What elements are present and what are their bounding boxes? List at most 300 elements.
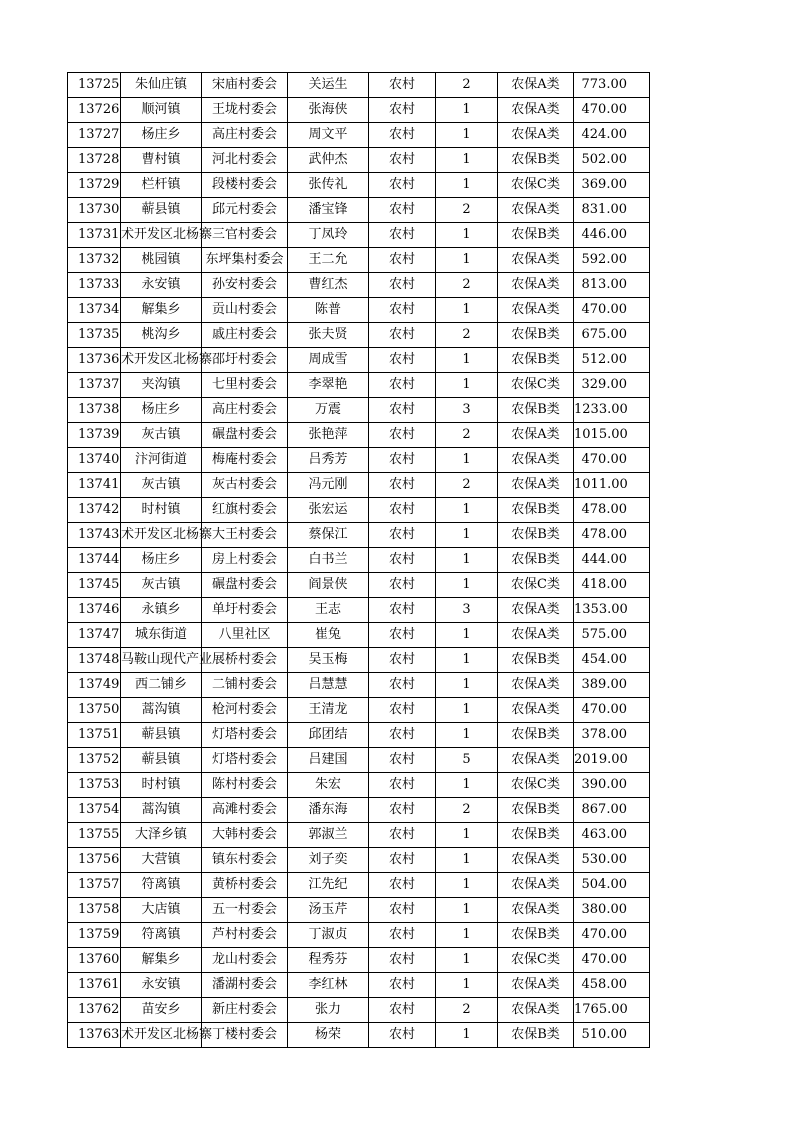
insurance-category-cell: 农保B类 (498, 823, 574, 848)
village-committee-cell: 单圩村委会 (202, 598, 288, 623)
area-type-cell: 农村 (369, 473, 436, 498)
record-id-cell: 13726 (68, 98, 121, 123)
table-row (68, 373, 650, 398)
table-row (68, 973, 650, 998)
village-committee-cell: 潘湖村委会 (202, 973, 288, 998)
insurance-category-cell: 农保B类 (498, 223, 574, 248)
amount-cell: 592.00 (574, 248, 650, 273)
person-name-cell: 郭淑兰 (288, 823, 369, 848)
table-row (68, 723, 650, 748)
record-id-cell: 13725 (68, 73, 121, 98)
village-committee-cell: 东坪集村委会 (202, 248, 288, 273)
record-id-cell: 13746 (68, 598, 121, 623)
village-committee-cell: 邱元村委会 (202, 198, 288, 223)
township-cell: 桃沟乡 (121, 323, 202, 348)
township-cell: 永安镇 (121, 273, 202, 298)
person-name-cell: 邱团结 (288, 723, 369, 748)
area-type-cell: 农村 (369, 573, 436, 598)
insurance-category-cell: 农保B类 (498, 398, 574, 423)
village-committee-cell: 戚庄村委会 (202, 323, 288, 348)
table-row (68, 323, 650, 348)
table-row (68, 73, 650, 98)
village-committee-cell: 孙安村委会 (202, 273, 288, 298)
person-name-cell: 江先纪 (288, 873, 369, 898)
insurance-category-cell: 农保B类 (498, 548, 574, 573)
township-cell: 灰古镇 (121, 423, 202, 448)
record-id-cell: 13761 (68, 973, 121, 998)
township-cell: 灰古镇 (121, 573, 202, 598)
insurance-category-cell: 农保A类 (498, 623, 574, 648)
table-row (68, 1023, 650, 1048)
person-name-cell: 潘宝锋 (288, 198, 369, 223)
household-count-cell: 5 (436, 748, 498, 773)
record-id-cell: 13751 (68, 723, 121, 748)
record-id-cell: 13740 (68, 448, 121, 473)
amount-cell: 2019.00 (574, 748, 650, 773)
record-id-cell: 13757 (68, 873, 121, 898)
amount-cell: 470.00 (574, 698, 650, 723)
record-id-cell: 13750 (68, 698, 121, 723)
amount-cell: 470.00 (574, 298, 650, 323)
insurance-category-cell: 农保A类 (498, 123, 574, 148)
township-cell: 术开发区北杨寨 (121, 348, 202, 373)
area-type-cell: 农村 (369, 73, 436, 98)
table-row (68, 148, 650, 173)
record-id-cell: 13739 (68, 423, 121, 448)
village-committee-cell: 碾盘村委会 (202, 423, 288, 448)
amount-cell: 510.00 (574, 1023, 650, 1048)
amount-cell: 389.00 (574, 673, 650, 698)
township-cell: 苗安乡 (121, 998, 202, 1023)
amount-cell: 444.00 (574, 548, 650, 573)
township-cell: 栏杆镇 (121, 173, 202, 198)
township-cell: 顺河镇 (121, 98, 202, 123)
person-name-cell: 吕慧慧 (288, 673, 369, 698)
table-row (68, 173, 650, 198)
table-row (68, 773, 650, 798)
amount-cell: 470.00 (574, 98, 650, 123)
table-row (68, 573, 650, 598)
village-committee-cell: 二铺村委会 (202, 673, 288, 698)
township-cell: 蕲县镇 (121, 723, 202, 748)
record-id-cell: 13730 (68, 198, 121, 223)
amount-cell: 470.00 (574, 948, 650, 973)
person-name-cell: 丁凤玲 (288, 223, 369, 248)
area-type-cell: 农村 (369, 398, 436, 423)
amount-cell: 867.00 (574, 798, 650, 823)
record-id-cell: 13762 (68, 998, 121, 1023)
village-committee-cell: 新庄村委会 (202, 998, 288, 1023)
village-committee-cell: 灰古村委会 (202, 473, 288, 498)
township-cell: 曹村镇 (121, 148, 202, 173)
insurance-category-cell: 农保A类 (498, 598, 574, 623)
household-count-cell: 1 (436, 1023, 498, 1048)
village-committee-cell: 八里社区 (202, 623, 288, 648)
record-id-cell: 13755 (68, 823, 121, 848)
insurance-category-cell: 农保B类 (498, 348, 574, 373)
person-name-cell: 朱宏 (288, 773, 369, 798)
insurance-category-cell: 农保C类 (498, 173, 574, 198)
household-count-cell: 2 (436, 998, 498, 1023)
township-cell: 夹沟镇 (121, 373, 202, 398)
township-cell: 时村镇 (121, 773, 202, 798)
table-row (68, 548, 650, 573)
insurance-category-cell: 农保C类 (498, 373, 574, 398)
household-count-cell: 1 (436, 773, 498, 798)
township-cell: 术开发区北杨寨 (121, 223, 202, 248)
township-cell: 西二铺乡 (121, 673, 202, 698)
area-type-cell: 农村 (369, 898, 436, 923)
amount-cell: 478.00 (574, 498, 650, 523)
table-row (68, 498, 650, 523)
insurance-category-cell: 农保B类 (498, 323, 574, 348)
area-type-cell: 农村 (369, 248, 436, 273)
record-id-cell: 13752 (68, 748, 121, 773)
table-body (68, 73, 650, 1048)
area-type-cell: 农村 (369, 973, 436, 998)
village-committee-cell: 红旗村委会 (202, 498, 288, 523)
person-name-cell: 关运生 (288, 73, 369, 98)
township-cell: 符离镇 (121, 873, 202, 898)
person-name-cell: 冯元刚 (288, 473, 369, 498)
household-count-cell: 1 (436, 873, 498, 898)
table-row (68, 848, 650, 873)
table-row (68, 523, 650, 548)
insurance-category-cell: 农保A类 (498, 748, 574, 773)
household-count-cell: 1 (436, 348, 498, 373)
amount-cell: 380.00 (574, 898, 650, 923)
household-count-cell: 1 (436, 723, 498, 748)
record-id-cell: 13729 (68, 173, 121, 198)
record-id-cell: 13747 (68, 623, 121, 648)
household-count-cell: 1 (436, 498, 498, 523)
area-type-cell: 农村 (369, 423, 436, 448)
insurance-category-cell: 农保A类 (498, 98, 574, 123)
household-count-cell: 1 (436, 923, 498, 948)
household-count-cell: 2 (436, 323, 498, 348)
village-committee-cell: 梅庵村委会 (202, 448, 288, 473)
insurance-category-cell: 农保B类 (498, 523, 574, 548)
area-type-cell: 农村 (369, 723, 436, 748)
household-count-cell: 1 (436, 698, 498, 723)
table-row (68, 948, 650, 973)
person-name-cell: 丁淑贞 (288, 923, 369, 948)
insurance-category-cell: 农保B类 (498, 498, 574, 523)
table-row (68, 923, 650, 948)
household-count-cell: 1 (436, 373, 498, 398)
person-name-cell: 李红林 (288, 973, 369, 998)
village-committee-cell: 高庄村委会 (202, 123, 288, 148)
record-id-cell: 13745 (68, 573, 121, 598)
person-name-cell: 李翠艳 (288, 373, 369, 398)
table-row (68, 98, 650, 123)
insurance-category-cell: 农保B类 (498, 148, 574, 173)
record-id-cell: 13734 (68, 298, 121, 323)
amount-cell: 329.00 (574, 373, 650, 398)
village-committee-cell: 展桥村委会 (202, 648, 288, 673)
amount-cell: 418.00 (574, 573, 650, 598)
insurance-category-cell: 农保A类 (498, 473, 574, 498)
person-name-cell: 周成雪 (288, 348, 369, 373)
household-count-cell: 2 (436, 273, 498, 298)
person-name-cell: 张夫贤 (288, 323, 369, 348)
table-row (68, 473, 650, 498)
insurance-category-cell: 农保A类 (498, 198, 574, 223)
person-name-cell: 张宏运 (288, 498, 369, 523)
household-count-cell: 1 (436, 173, 498, 198)
table-row (68, 198, 650, 223)
village-committee-cell: 王垅村委会 (202, 98, 288, 123)
person-name-cell: 曹红杰 (288, 273, 369, 298)
village-committee-cell: 宋庙村委会 (202, 73, 288, 98)
person-name-cell: 万震 (288, 398, 369, 423)
amount-cell: 463.00 (574, 823, 650, 848)
township-cell: 大营镇 (121, 848, 202, 873)
person-name-cell: 张艳萍 (288, 423, 369, 448)
household-count-cell: 1 (436, 448, 498, 473)
record-id-cell: 13731 (68, 223, 121, 248)
village-committee-cell: 房上村委会 (202, 548, 288, 573)
insurance-category-cell: 农保C类 (498, 773, 574, 798)
township-cell: 杨庄乡 (121, 548, 202, 573)
person-name-cell: 崔兔 (288, 623, 369, 648)
amount-cell: 1015.00 (574, 423, 650, 448)
amount-cell: 424.00 (574, 123, 650, 148)
township-cell: 汴河街道 (121, 448, 202, 473)
village-committee-cell: 五一村委会 (202, 898, 288, 923)
person-name-cell: 阎景侠 (288, 573, 369, 598)
amount-cell: 1011.00 (574, 473, 650, 498)
record-id-cell: 13749 (68, 673, 121, 698)
area-type-cell: 农村 (369, 298, 436, 323)
insurance-category-cell: 农保C类 (498, 573, 574, 598)
village-committee-cell: 贡山村委会 (202, 298, 288, 323)
record-id-cell: 13760 (68, 948, 121, 973)
household-count-cell: 1 (436, 248, 498, 273)
table-row (68, 273, 650, 298)
township-cell: 大店镇 (121, 898, 202, 923)
amount-cell: 504.00 (574, 873, 650, 898)
insurance-category-cell: 农保A类 (498, 673, 574, 698)
township-cell: 城东街道 (121, 623, 202, 648)
village-committee-cell: 枪河村委会 (202, 698, 288, 723)
township-cell: 杨庄乡 (121, 398, 202, 423)
record-id-cell: 13741 (68, 473, 121, 498)
township-cell: 蕲县镇 (121, 748, 202, 773)
person-name-cell: 张力 (288, 998, 369, 1023)
household-count-cell: 1 (436, 123, 498, 148)
area-type-cell: 农村 (369, 773, 436, 798)
area-type-cell: 农村 (369, 748, 436, 773)
insurance-category-cell: 农保B类 (498, 723, 574, 748)
township-cell: 杨庄乡 (121, 123, 202, 148)
township-cell: 术开发区北杨寨 (121, 1023, 202, 1048)
insurance-category-cell: 农保A类 (498, 298, 574, 323)
table-row (68, 748, 650, 773)
amount-cell: 470.00 (574, 923, 650, 948)
village-committee-cell: 高滩村委会 (202, 798, 288, 823)
township-cell: 符离镇 (121, 923, 202, 948)
table-row (68, 623, 650, 648)
record-id-cell: 13733 (68, 273, 121, 298)
amount-cell: 502.00 (574, 148, 650, 173)
area-type-cell: 农村 (369, 198, 436, 223)
insurance-category-cell: 农保A类 (498, 448, 574, 473)
person-name-cell: 王清龙 (288, 698, 369, 723)
household-count-cell: 1 (436, 573, 498, 598)
record-id-cell: 13756 (68, 848, 121, 873)
household-count-cell: 1 (436, 648, 498, 673)
table-row (68, 248, 650, 273)
amount-cell: 446.00 (574, 223, 650, 248)
village-committee-cell: 龙山村委会 (202, 948, 288, 973)
household-count-cell: 2 (436, 198, 498, 223)
village-committee-cell: 灯塔村委会 (202, 748, 288, 773)
area-type-cell: 农村 (369, 498, 436, 523)
person-name-cell: 刘子奕 (288, 848, 369, 873)
person-name-cell: 蔡保江 (288, 523, 369, 548)
insurance-category-cell: 农保A类 (498, 698, 574, 723)
insurance-category-cell: 农保C类 (498, 948, 574, 973)
insurance-category-cell: 农保A类 (498, 73, 574, 98)
table-row (68, 423, 650, 448)
household-count-cell: 1 (436, 898, 498, 923)
area-type-cell: 农村 (369, 448, 436, 473)
household-count-cell: 1 (436, 823, 498, 848)
area-type-cell: 农村 (369, 998, 436, 1023)
insurance-category-cell: 农保A类 (498, 848, 574, 873)
household-count-cell: 1 (436, 98, 498, 123)
table-row (68, 998, 650, 1023)
village-committee-cell: 黄桥村委会 (202, 873, 288, 898)
record-id-cell: 13742 (68, 498, 121, 523)
township-cell: 解集乡 (121, 948, 202, 973)
amount-cell: 1765.00 (574, 998, 650, 1023)
table-row (68, 898, 650, 923)
area-type-cell: 农村 (369, 1023, 436, 1048)
township-cell: 灰古镇 (121, 473, 202, 498)
village-committee-cell: 灯塔村委会 (202, 723, 288, 748)
village-committee-cell: 碾盘村委会 (202, 573, 288, 598)
township-cell: 永安镇 (121, 973, 202, 998)
record-id-cell: 13737 (68, 373, 121, 398)
household-count-cell: 2 (436, 423, 498, 448)
area-type-cell: 农村 (369, 148, 436, 173)
insurance-category-cell: 农保A类 (498, 248, 574, 273)
village-committee-cell: 高庄村委会 (202, 398, 288, 423)
person-name-cell: 吴玉梅 (288, 648, 369, 673)
insurance-category-cell: 农保A类 (498, 898, 574, 923)
person-name-cell: 汤玉芹 (288, 898, 369, 923)
table-row (68, 873, 650, 898)
household-count-cell: 1 (436, 623, 498, 648)
area-type-cell: 农村 (369, 598, 436, 623)
amount-cell: 575.00 (574, 623, 650, 648)
record-id-cell: 13735 (68, 323, 121, 348)
area-type-cell: 农村 (369, 223, 436, 248)
record-id-cell: 13758 (68, 898, 121, 923)
household-count-cell: 3 (436, 598, 498, 623)
township-cell: 永镇乡 (121, 598, 202, 623)
township-cell: 蕲县镇 (121, 198, 202, 223)
village-committee-cell: 陈村村委会 (202, 773, 288, 798)
area-type-cell: 农村 (369, 798, 436, 823)
village-committee-cell: 大王村委会 (202, 523, 288, 548)
amount-cell: 369.00 (574, 173, 650, 198)
area-type-cell: 农村 (369, 173, 436, 198)
table-row (68, 298, 650, 323)
record-id-cell: 13763 (68, 1023, 121, 1048)
record-id-cell: 13754 (68, 798, 121, 823)
area-type-cell: 农村 (369, 523, 436, 548)
area-type-cell: 农村 (369, 648, 436, 673)
amount-cell: 454.00 (574, 648, 650, 673)
person-name-cell: 周文平 (288, 123, 369, 148)
village-committee-cell: 三官村委会 (202, 223, 288, 248)
area-type-cell: 农村 (369, 673, 436, 698)
table-row (68, 823, 650, 848)
record-id-cell: 13759 (68, 923, 121, 948)
village-committee-cell: 芦村村委会 (202, 923, 288, 948)
table-row (68, 348, 650, 373)
household-count-cell: 2 (436, 798, 498, 823)
area-type-cell: 农村 (369, 623, 436, 648)
area-type-cell: 农村 (369, 273, 436, 298)
village-committee-cell: 邵圩村委会 (202, 348, 288, 373)
household-count-cell: 2 (436, 473, 498, 498)
insurance-category-cell: 农保A类 (498, 273, 574, 298)
insurance-category-cell: 农保B类 (498, 1023, 574, 1048)
table-row (68, 398, 650, 423)
township-cell: 朱仙庄镇 (121, 73, 202, 98)
amount-cell: 675.00 (574, 323, 650, 348)
area-type-cell: 农村 (369, 873, 436, 898)
household-count-cell: 1 (436, 973, 498, 998)
person-name-cell: 王志 (288, 598, 369, 623)
village-committee-cell: 丁楼村委会 (202, 1023, 288, 1048)
person-name-cell: 白书兰 (288, 548, 369, 573)
insurance-category-cell: 农保A类 (498, 873, 574, 898)
amount-cell: 458.00 (574, 973, 650, 998)
amount-cell: 470.00 (574, 448, 650, 473)
township-cell: 马鞍山现代产业 (121, 648, 202, 673)
insurance-category-cell: 农保A类 (498, 973, 574, 998)
township-cell: 大泽乡镇 (121, 823, 202, 848)
table-row (68, 648, 650, 673)
township-cell: 术开发区北杨寨 (121, 523, 202, 548)
household-count-cell: 3 (436, 398, 498, 423)
amount-cell: 390.00 (574, 773, 650, 798)
area-type-cell: 农村 (369, 373, 436, 398)
person-name-cell: 潘东海 (288, 798, 369, 823)
village-committee-cell: 段楼村委会 (202, 173, 288, 198)
village-committee-cell: 七里村委会 (202, 373, 288, 398)
area-type-cell: 农村 (369, 323, 436, 348)
amount-cell: 831.00 (574, 198, 650, 223)
record-id-cell: 13727 (68, 123, 121, 148)
table-row (68, 123, 650, 148)
amount-cell: 773.00 (574, 73, 650, 98)
insurance-category-cell: 农保B类 (498, 923, 574, 948)
amount-cell: 378.00 (574, 723, 650, 748)
household-count-cell: 1 (436, 223, 498, 248)
household-count-cell: 1 (436, 523, 498, 548)
person-name-cell: 吕建国 (288, 748, 369, 773)
person-name-cell: 王二允 (288, 248, 369, 273)
record-id-cell: 13732 (68, 248, 121, 273)
record-id-cell: 13743 (68, 523, 121, 548)
record-id-cell: 13753 (68, 773, 121, 798)
